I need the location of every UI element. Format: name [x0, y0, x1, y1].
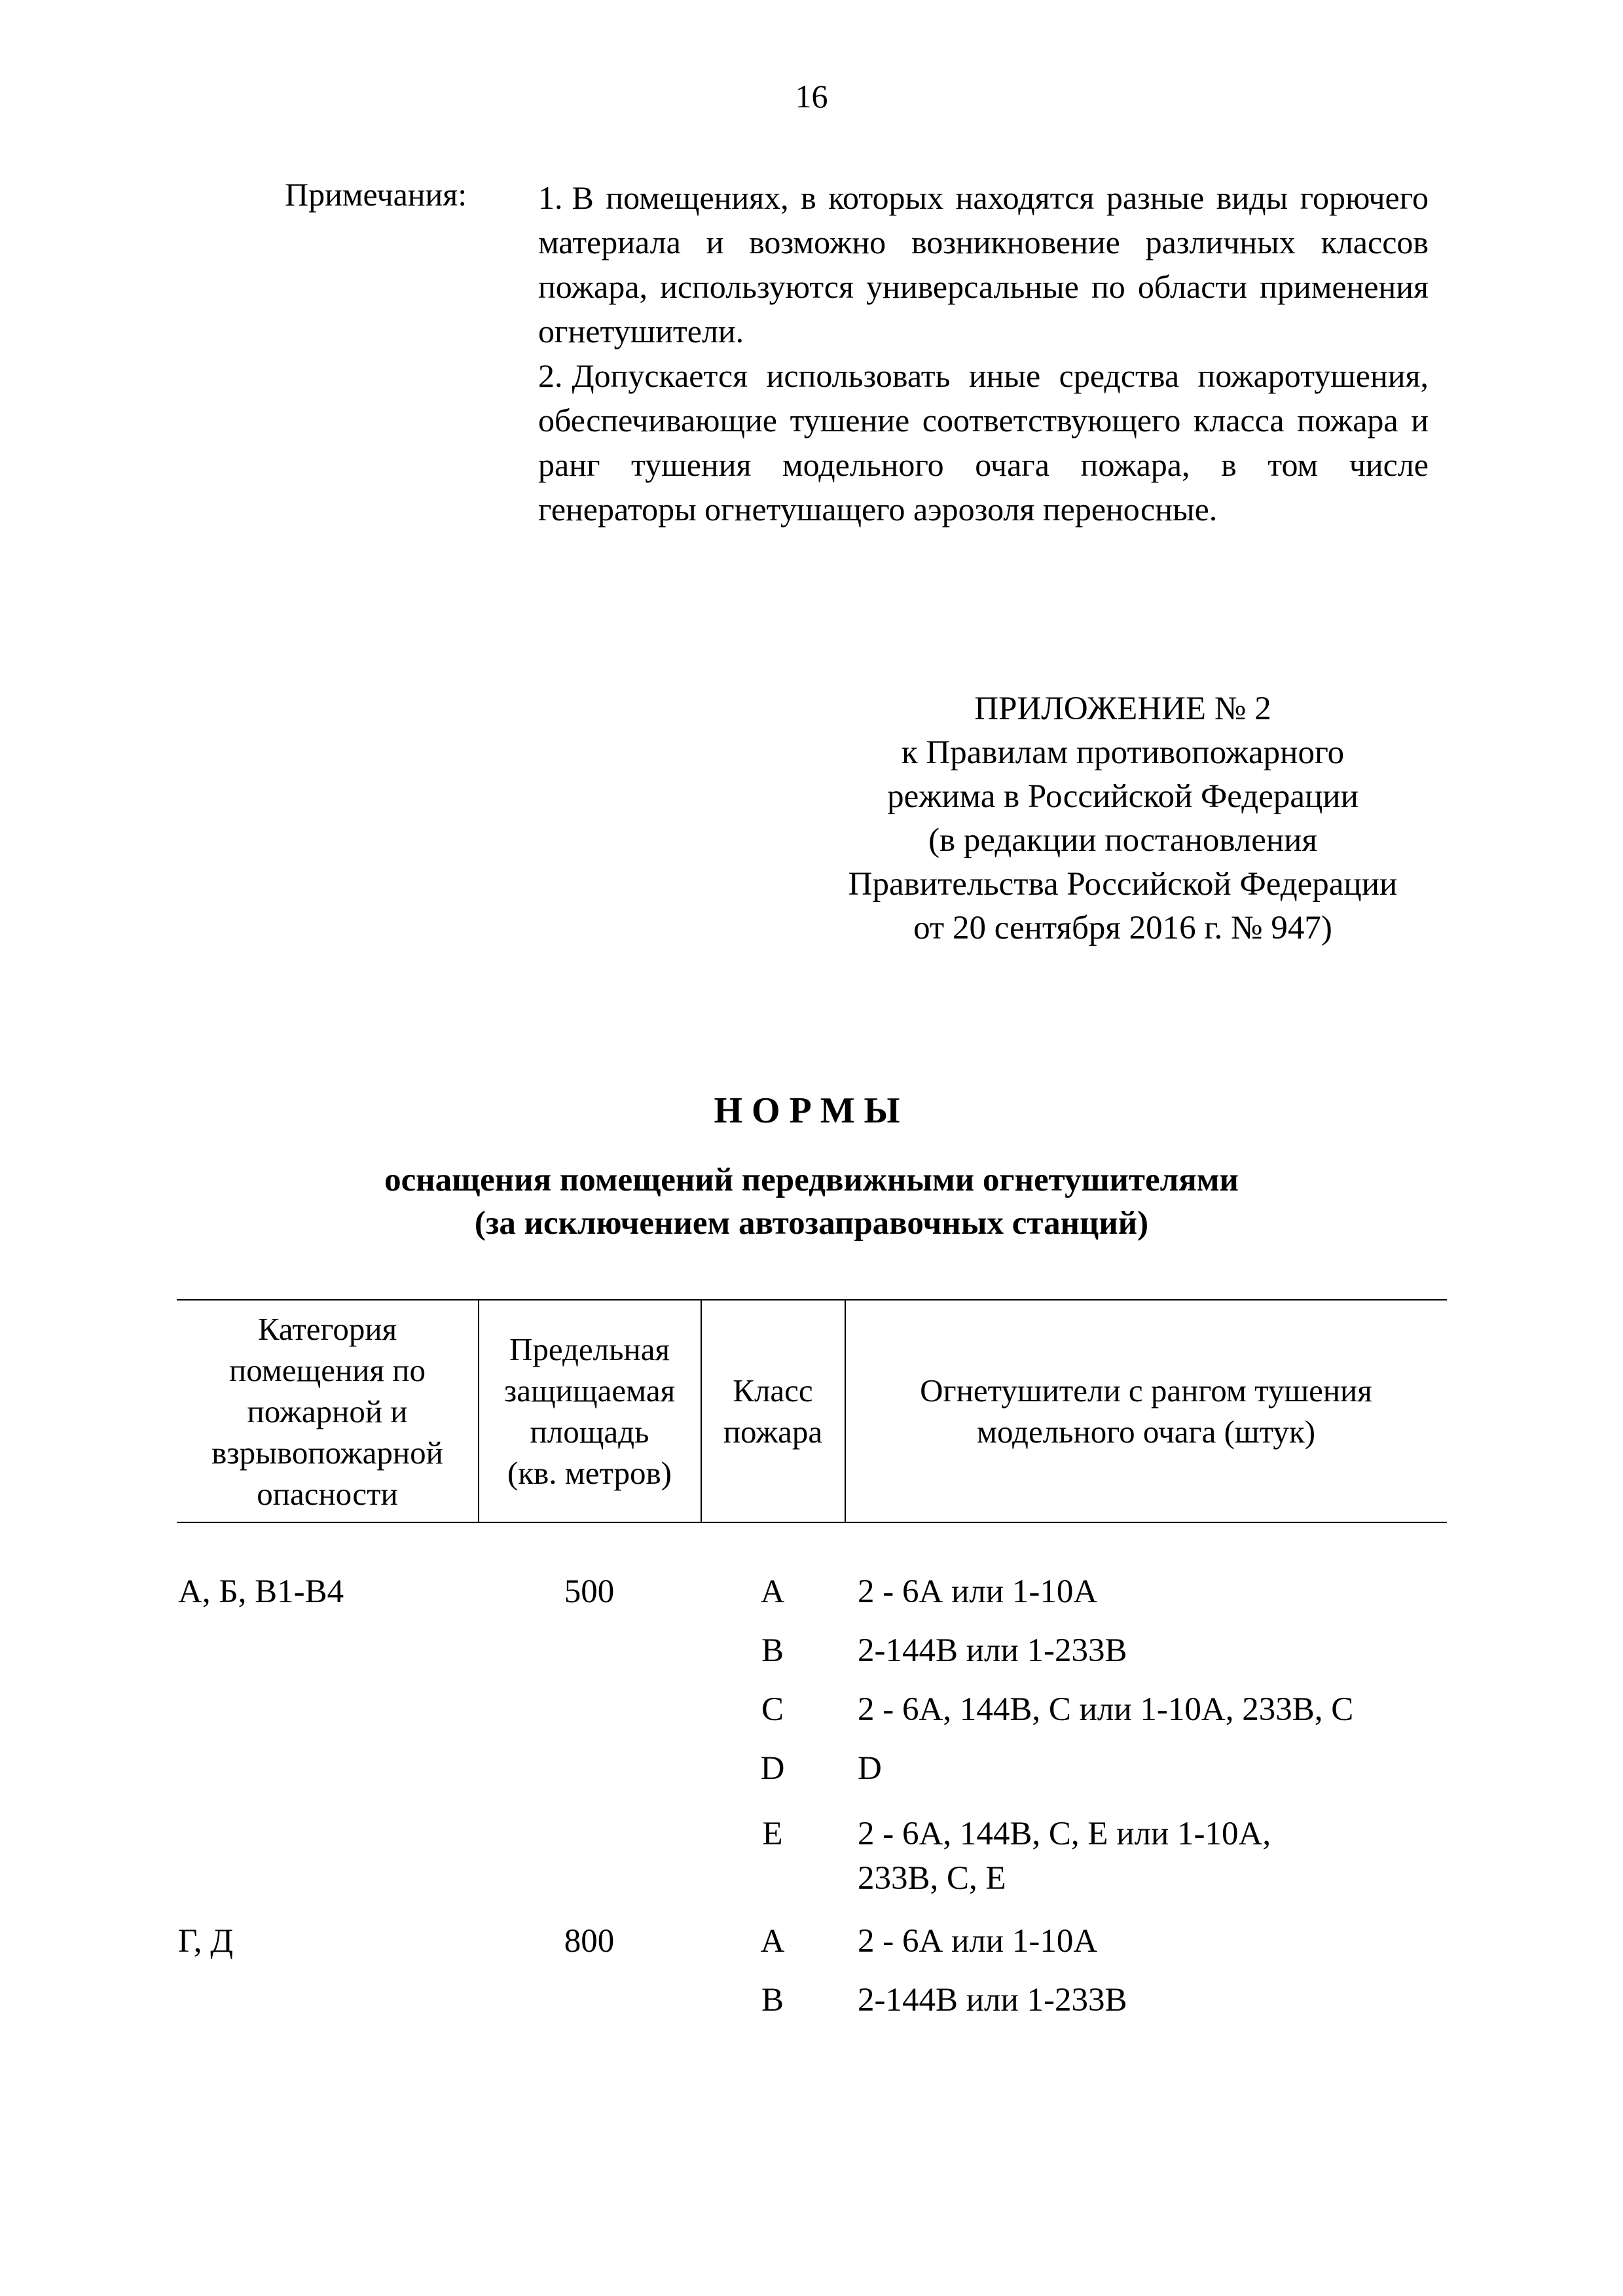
- header-fire-class: [702, 1300, 843, 1522]
- table-cell-area: 500: [564, 1573, 615, 1610]
- appendix-line: к Правилам противопожарного: [901, 734, 1345, 771]
- note-number: 1.: [538, 179, 563, 216]
- note-number: 2.: [538, 357, 563, 394]
- note-text: В помещениях, в которых находятся разные виды горючего материала и возможно возникновение различных классов пожара, используются универсальные по области применения огнетушители.: [538, 179, 1429, 350]
- appendix-line: от 20 сентября 2016 г. № 947): [913, 910, 1332, 946]
- table-cell-fire-class: D: [760, 1750, 785, 1787]
- header-line: Предельная: [509, 1331, 670, 1367]
- header-line: Огнетушители с рангом тушения: [920, 1372, 1372, 1408]
- table-cell-fire-class: С: [761, 1691, 784, 1728]
- notes-label: Примечания:: [285, 176, 467, 213]
- table-column-divider: [845, 1300, 846, 1522]
- header-line: Класс: [733, 1372, 813, 1408]
- document-subtitle: [0, 1158, 1623, 1245]
- document-title: НОРМЫ: [714, 1090, 909, 1131]
- header-line: взрывопожарной: [211, 1434, 443, 1471]
- header-area: [480, 1300, 699, 1522]
- header-line: пожарной и: [247, 1393, 408, 1429]
- table-cell-extinguishers: 2 - 6А или 1-10А: [858, 1573, 1098, 1610]
- header-line: площадь: [530, 1414, 649, 1450]
- note-item-1: [538, 175, 1429, 353]
- note-item-2: [538, 353, 1429, 531]
- table-cell-fire-class: Е: [762, 1816, 783, 1852]
- table-cell-extinguishers: D: [858, 1750, 882, 1787]
- table-cell-extinguishers: [858, 1812, 1447, 1901]
- header-line: Категория: [257, 1310, 397, 1347]
- table-column-divider: [701, 1300, 702, 1522]
- header-line: защищаемая: [503, 1372, 676, 1408]
- table-cell-fire-class: В: [761, 1632, 784, 1669]
- subtitle-line: оснащения помещений передвижными огнетушителями: [384, 1162, 1239, 1198]
- table-cell-fire-class: А: [760, 1573, 785, 1610]
- header-line: опасности: [257, 1475, 398, 1512]
- table-cell-fire-class: А: [760, 1923, 785, 1960]
- appendix-block: [753, 687, 1493, 950]
- header-line: модельного очага (штук): [976, 1414, 1316, 1450]
- header-line: помещения по: [229, 1352, 426, 1388]
- table-cell-category: А, Б, В1-В4: [178, 1573, 344, 1610]
- table-column-divider: [478, 1300, 479, 1522]
- appendix-line: режима в Российской Федерации: [887, 778, 1359, 815]
- page-number: 16: [795, 78, 828, 115]
- appendix-line: Правительства Российской Федерации: [848, 866, 1398, 903]
- subtitle-line: (за исключением автозаправочных станций): [474, 1205, 1149, 1242]
- appendix-title: ПРИЛОЖЕНИЕ № 2: [974, 691, 1271, 727]
- table-cell-extinguishers: 2 - 6А или 1-10А: [858, 1923, 1098, 1960]
- cell-line: 2 - 6А, 144В, С, Е или 1-10А,: [858, 1816, 1271, 1852]
- table-cell-area: 800: [564, 1923, 615, 1960]
- table-cell-extinguishers: 2-144В или 1-233В: [858, 1632, 1127, 1669]
- header-line: (кв. метров): [507, 1455, 672, 1491]
- table-cell-extinguishers: 2-144В или 1-233В: [858, 1982, 1127, 2018]
- header-extinguishers: [847, 1300, 1446, 1522]
- notes-list: [538, 175, 1429, 531]
- note-text: Допускается использовать иные средства пожаротушения, обеспечивающие тушение соответствующего класса пожара и ранг тушения модельного очага пожара, в том числе генераторы огнетушащего аэрозоля переносные.: [538, 357, 1429, 528]
- cell-line: 233В, С, Е: [858, 1860, 1006, 1897]
- table-cell-extinguishers: 2 - 6А, 144В, С или 1-10А, 233В, С: [858, 1691, 1354, 1728]
- header-line: пожара: [723, 1414, 823, 1450]
- table-cell-fire-class: В: [761, 1982, 784, 2018]
- header-category: [178, 1300, 477, 1522]
- table-cell-category: Г, Д: [178, 1923, 234, 1960]
- appendix-line: (в редакции постановления: [928, 822, 1317, 859]
- table-header-bottom-rule: [177, 1522, 1447, 1523]
